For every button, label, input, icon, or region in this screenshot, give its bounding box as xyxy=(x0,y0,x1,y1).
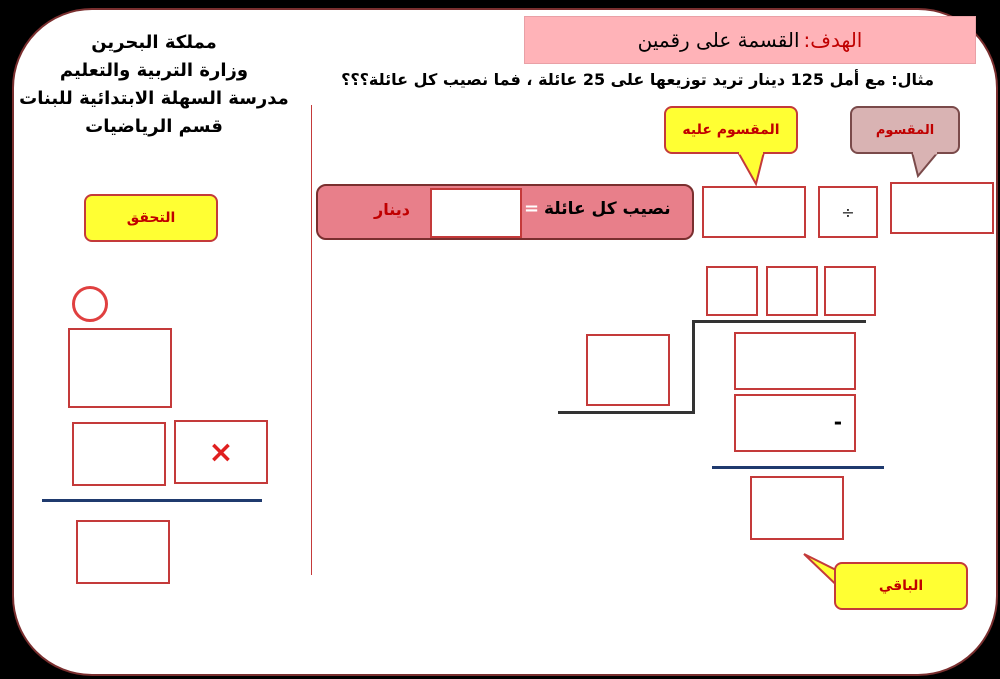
remainder-callout xyxy=(834,562,968,610)
answer-bar xyxy=(316,184,694,240)
quotient-digit-3[interactable] xyxy=(824,266,876,316)
divisor-callout-pointer xyxy=(734,152,774,188)
division-bracket-bottom xyxy=(558,411,695,414)
dividend-callout-label: المقسوم xyxy=(875,122,935,138)
long-division-subtract-input[interactable] xyxy=(734,394,856,452)
divisor-callout xyxy=(664,106,798,154)
division-bracket-top xyxy=(694,320,866,323)
verify-times-box xyxy=(174,420,268,484)
dividend-input[interactable] xyxy=(890,182,994,234)
verify-label: التحقق xyxy=(126,210,176,226)
school-name: مدرسة السهلة الابتدائية للبنات xyxy=(19,88,289,109)
example-question: مثال: مع أمل 125 دينار تريد توزيعها على 25 عائلة ، فما نصيب كل عائلة؟؟؟ xyxy=(341,70,934,89)
remainder-callout-label: الباقي xyxy=(878,578,924,594)
verify-line xyxy=(42,499,262,502)
minus-icon: - xyxy=(833,410,842,434)
school-header xyxy=(16,30,292,160)
answer-input-box[interactable] xyxy=(430,188,522,238)
dividend-callout xyxy=(850,106,960,154)
times-icon: × xyxy=(208,434,234,470)
division-bracket-side xyxy=(692,320,695,414)
divide-symbol-box xyxy=(818,186,878,238)
divisor-callout-label: المقسوم عليه xyxy=(682,122,780,138)
goal-banner xyxy=(524,16,976,64)
answer-equals: = xyxy=(524,198,540,219)
quotient-digit-2[interactable] xyxy=(766,266,818,316)
divisor-input[interactable] xyxy=(702,186,806,238)
verify-top-input[interactable] xyxy=(68,328,172,408)
long-division-divisor-input[interactable] xyxy=(586,334,670,406)
verify-result-input[interactable] xyxy=(76,520,170,584)
quotient-digit-1[interactable] xyxy=(706,266,758,316)
answer-share-label: نصيب كل عائلة xyxy=(544,199,671,219)
long-division-dividend-input[interactable] xyxy=(734,332,856,390)
carry-circle[interactable] xyxy=(72,286,108,322)
subtraction-line xyxy=(712,466,884,469)
school-country: مملكة البحرين xyxy=(91,32,217,53)
goal-text: القسمة على رقمين xyxy=(637,28,800,52)
vertical-divider xyxy=(311,105,312,575)
verify-multiplier-input[interactable] xyxy=(72,422,166,486)
school-department: قسم الرياضيات xyxy=(85,116,223,137)
dividend-callout-pointer xyxy=(908,152,948,180)
verify-label-box xyxy=(84,194,218,242)
divide-icon: ÷ xyxy=(841,202,855,222)
answer-unit: دينار xyxy=(374,200,410,219)
remainder-input[interactable] xyxy=(750,476,844,540)
goal-label: الهدف: xyxy=(803,28,863,52)
worksheet-card xyxy=(12,8,998,676)
school-ministry: وزارة التربية والتعليم xyxy=(59,60,249,81)
